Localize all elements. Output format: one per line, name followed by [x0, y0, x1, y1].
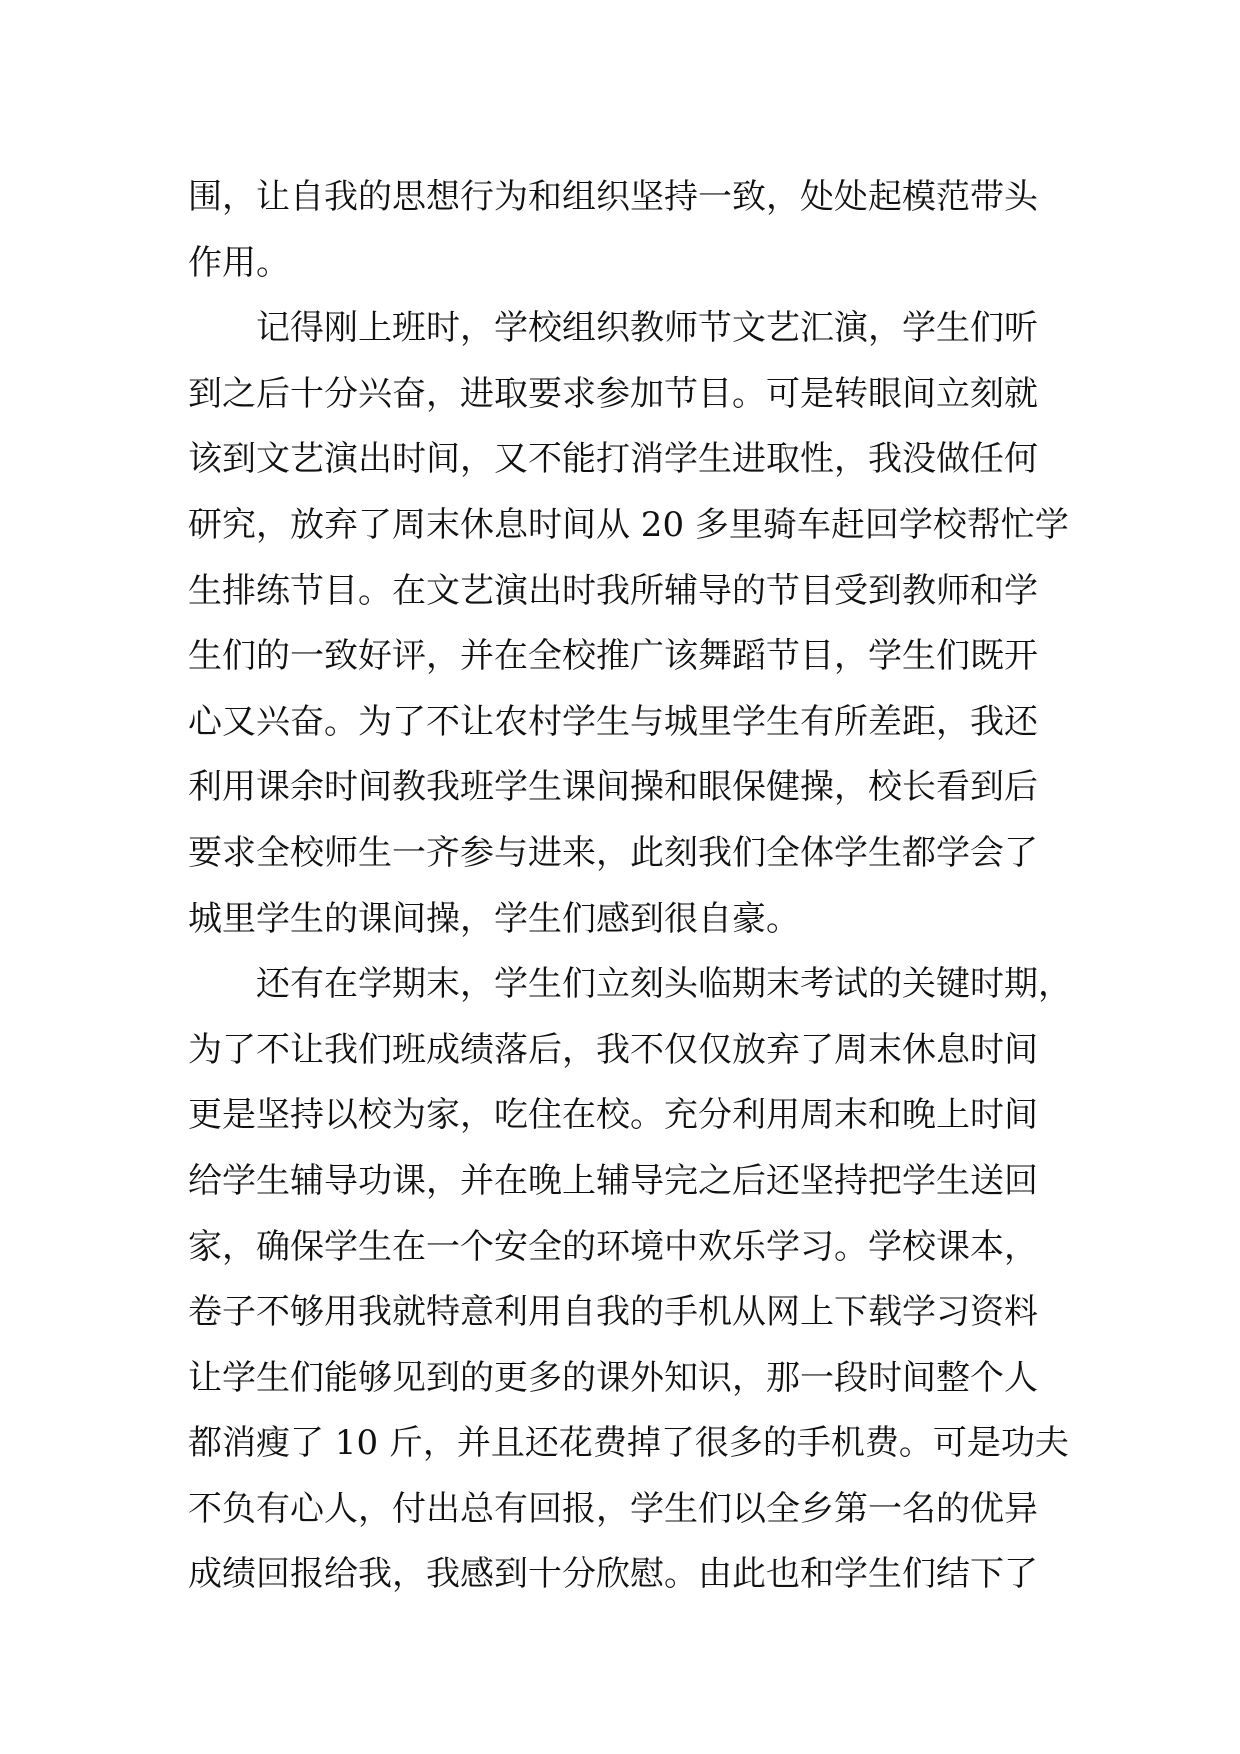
text-line: 还有在学期末，学生们立刻头临期末考试的关键时期，: [256, 964, 1072, 1005]
text-line: 卷子不够用我就特意利用自我的手机从网上下载学习资料: [188, 1292, 1038, 1333]
text-line: 家，确保学生在一个安全的环境中欢乐学习。学校课本，: [188, 1226, 1038, 1267]
text-line: 城里学生的课间操，学生们感到很自豪。: [188, 898, 800, 939]
text-line: 作用。: [188, 242, 290, 283]
text-line: 为了不让我们班成绩落后，我不仅仅放弃了周末休息时间: [188, 1029, 1038, 1070]
text-line: 成绩回报给我，我感到十分欣慰。由此也和学生们结下了: [188, 1554, 1038, 1595]
text-line: 让学生们能够见到的更多的课外知识，那一段时间整个人: [188, 1357, 1038, 1398]
text-line: 生们的一致好评，并在全校推广该舞蹈节目，学生们既开: [188, 636, 1038, 677]
text-line: 心又兴奋。为了不让农村学生与城里学生有所差距，我还: [188, 701, 1038, 742]
text-line: 到之后十分兴奋，进取要求参加节目。可是转眼间立刻就: [188, 373, 1038, 414]
text-line: 围，让自我的思想行为和组织坚持一致，处处起模范带头: [188, 177, 1038, 217]
text-line: 都消瘦了 10 斤，并且还花费掉了很多的手机费。可是功夫: [188, 1423, 1069, 1464]
paragraph: [188, 296, 1068, 952]
text-line: 给学生辅导功课，并在晚上辅导完之后还坚持把学生送回: [188, 1160, 1038, 1201]
text-line: 研究，放弃了周末休息时间从 20 多里骑车赶回学校帮忙学: [188, 504, 1069, 545]
text-line: 该到文艺演出时间，又不能打消学生进取性，我没做任何: [188, 439, 1038, 480]
text-line: 要求全校师生一齐参与进来，此刻我们全体学生都学会了: [188, 832, 1038, 873]
text-line: 记得刚上班时，学校组织教师节文艺汇演，学生们听: [256, 308, 1038, 349]
body-text: [188, 165, 1072, 1608]
text-line: 不负有心人，付出总有回报，学生们以全乡第一名的优异: [188, 1488, 1038, 1529]
text-line: 更是坚持以校为家，吃住在校。充分利用周末和晚上时间: [188, 1095, 1038, 1136]
paragraph: [188, 952, 1072, 1608]
text-line: 生排练节目。在文艺演出时我所辅导的节目受到教师和学: [188, 570, 1038, 611]
paragraph: [188, 165, 1068, 296]
text-line: 利用课余时间教我班学生课间操和眼保健操，校长看到后: [188, 767, 1038, 808]
